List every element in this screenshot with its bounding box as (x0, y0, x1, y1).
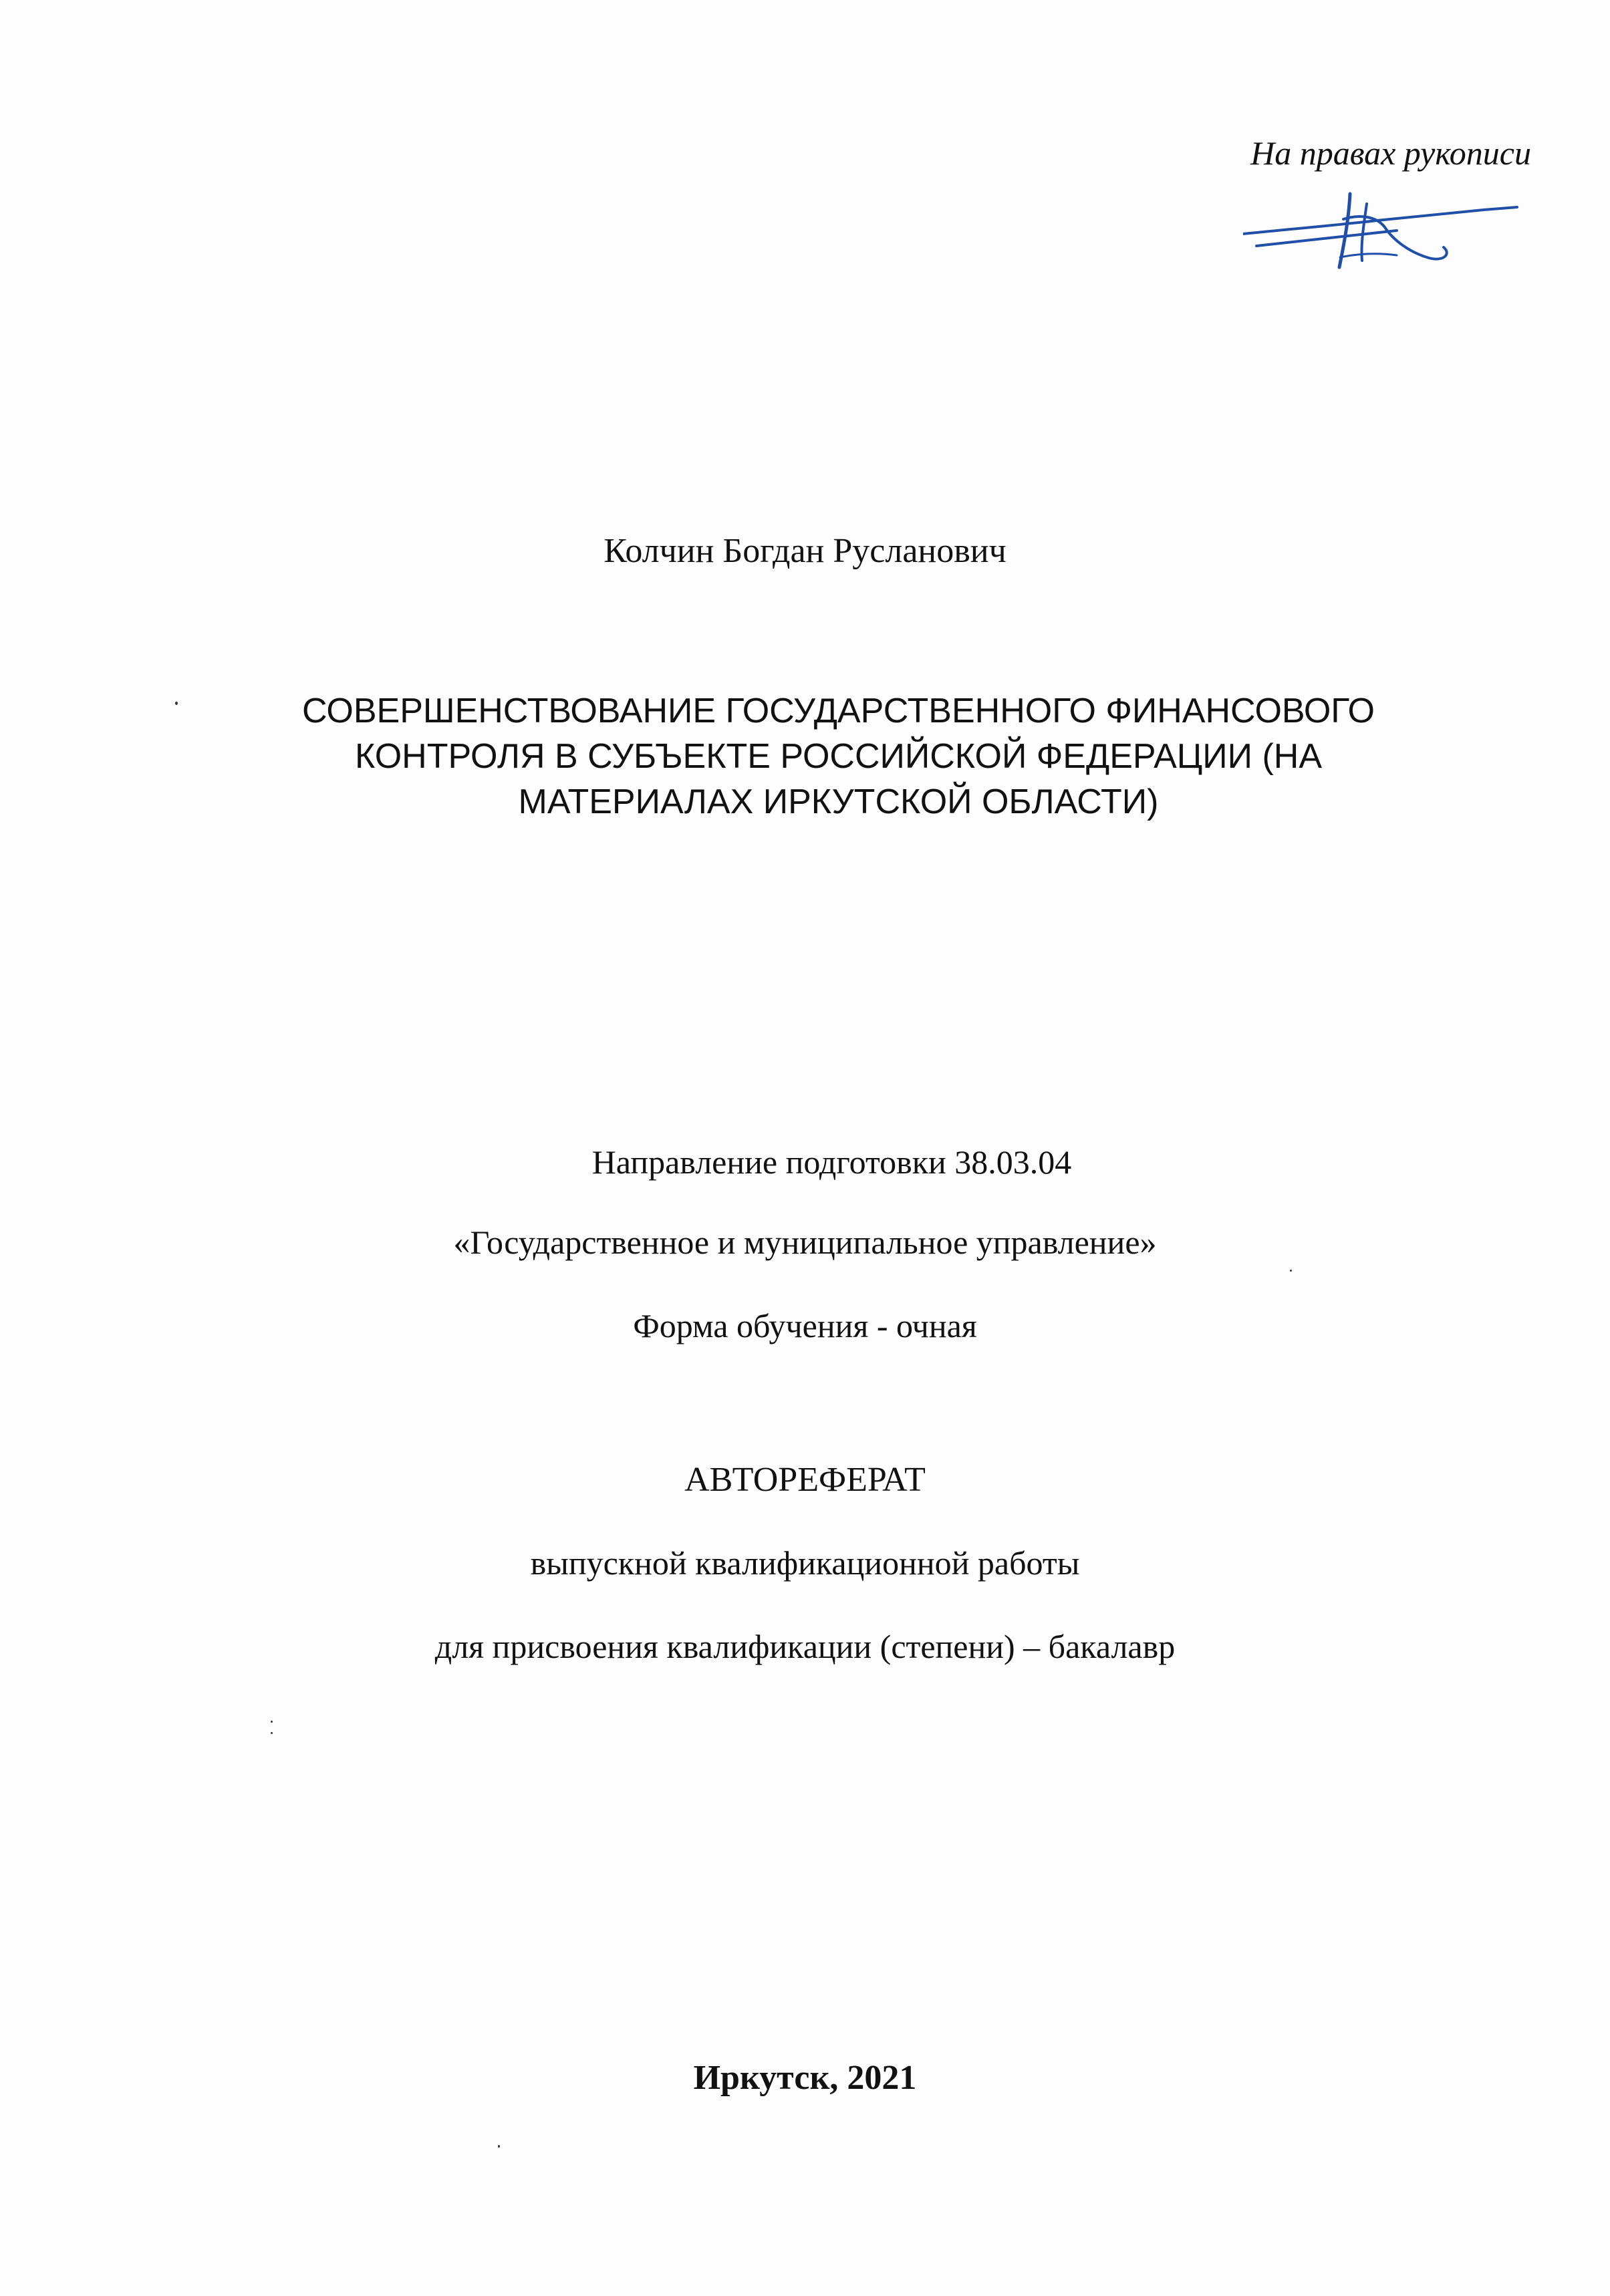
thesis-title-line: МАТЕРИАЛАХ ИРКУТСКОЙ ОБЛАСТИ) (518, 782, 1159, 821)
thesis-title-line: КОНТРОЛЯ В СУБЪЕКТЕ РОССИЙСКОЙ ФЕДЕРАЦИИ (НА (354, 737, 1322, 776)
manuscript-note: На правах рукописи (1250, 134, 1531, 172)
paper-speck (271, 1732, 273, 1734)
document-subject: выпускной квалификационной работы (530, 1544, 1080, 1582)
paper-speck (1290, 1270, 1292, 1272)
program-name: «Государственное и муниципальное управление» (453, 1224, 1157, 1261)
signature-icon (1243, 167, 1524, 281)
study-form: Форма обучения - очная (633, 1307, 977, 1344)
document-type: АВТОРЕФЕРАТ (684, 1461, 926, 1499)
paper-speck (498, 2145, 500, 2148)
thesis-title (200, 688, 1476, 825)
paper-speck (175, 702, 178, 705)
city-year: Иркутск, 2021 (693, 2059, 917, 2097)
paper-speck (271, 1721, 273, 1723)
study-direction: Направление подготовки 38.03.04 (591, 1143, 1072, 1181)
thesis-title-line: СОВЕРШЕНСТВОВАНИЕ ГОСУДАРСТВЕННОГО ФИНАНСОВОГО (302, 692, 1375, 730)
qualification-degree: для присвоения квалификации (степени) – бакалавр (434, 1628, 1176, 1665)
author-name: Колчин Богдан Русланович (603, 532, 1007, 570)
